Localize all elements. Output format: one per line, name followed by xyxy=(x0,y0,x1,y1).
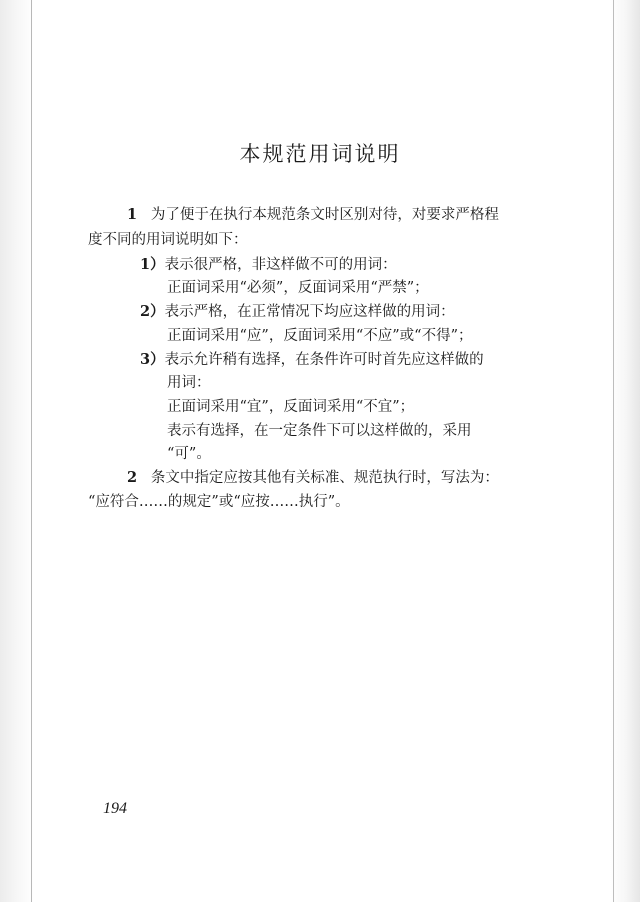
item-1-number: 1） xyxy=(140,256,165,273)
item-3-sub: 正面词采用“宜”，反面词采用“不宜”； xyxy=(167,399,415,415)
left-binding-line xyxy=(31,0,32,902)
item-2-text: 表示严格，在正常情况下均应这样做的用词： xyxy=(164,304,455,320)
item-3 xyxy=(140,348,484,369)
item-3-sub-3: “可”。 xyxy=(167,446,211,462)
item-1-sub: 正面词采用“必须”，反面词采用“严禁”； xyxy=(167,280,429,296)
item-2 xyxy=(140,300,455,321)
clause-2-line-2: “应符合……的规定”或“应按……执行”。 xyxy=(88,494,350,510)
item-2-number: 2） xyxy=(140,303,165,320)
page-number: 194 xyxy=(103,800,127,817)
item-2-sub: 正面词采用“应”，反面词采用“不应”或“不得”； xyxy=(167,328,473,344)
item-1-text: 表示很严格，非这样做不可的用词： xyxy=(164,257,397,273)
item-1 xyxy=(140,253,397,274)
item-3-number: 3） xyxy=(140,351,165,368)
clause-1-number: 1 xyxy=(127,206,138,223)
item-3-text-cont: 用词： xyxy=(167,375,211,391)
clause-2-text: 条文中指定应按其他有关标准、规范执行时，写法为： xyxy=(150,470,499,486)
clause-1-line-2: 度不同的用词说明如下： xyxy=(88,232,248,248)
clause-1-text: 为了便于在执行本规范条文时区别对待，对要求严格程 xyxy=(150,207,499,223)
right-page-shadow xyxy=(610,0,640,902)
page-title: 本规范用词说明 xyxy=(239,142,401,166)
right-edge-line xyxy=(613,0,614,902)
item-3-sub-2: 表示有选择，在一定条件下可以这样做的，采用 xyxy=(167,423,472,439)
item-3-text: 表示允许稍有选择，在条件许可时首先应这样做的 xyxy=(164,352,484,368)
clause-2-line-1 xyxy=(127,466,499,487)
left-page-shadow xyxy=(0,0,34,902)
clause-2-number: 2 xyxy=(127,469,138,486)
clause-1-line-1 xyxy=(127,203,499,224)
